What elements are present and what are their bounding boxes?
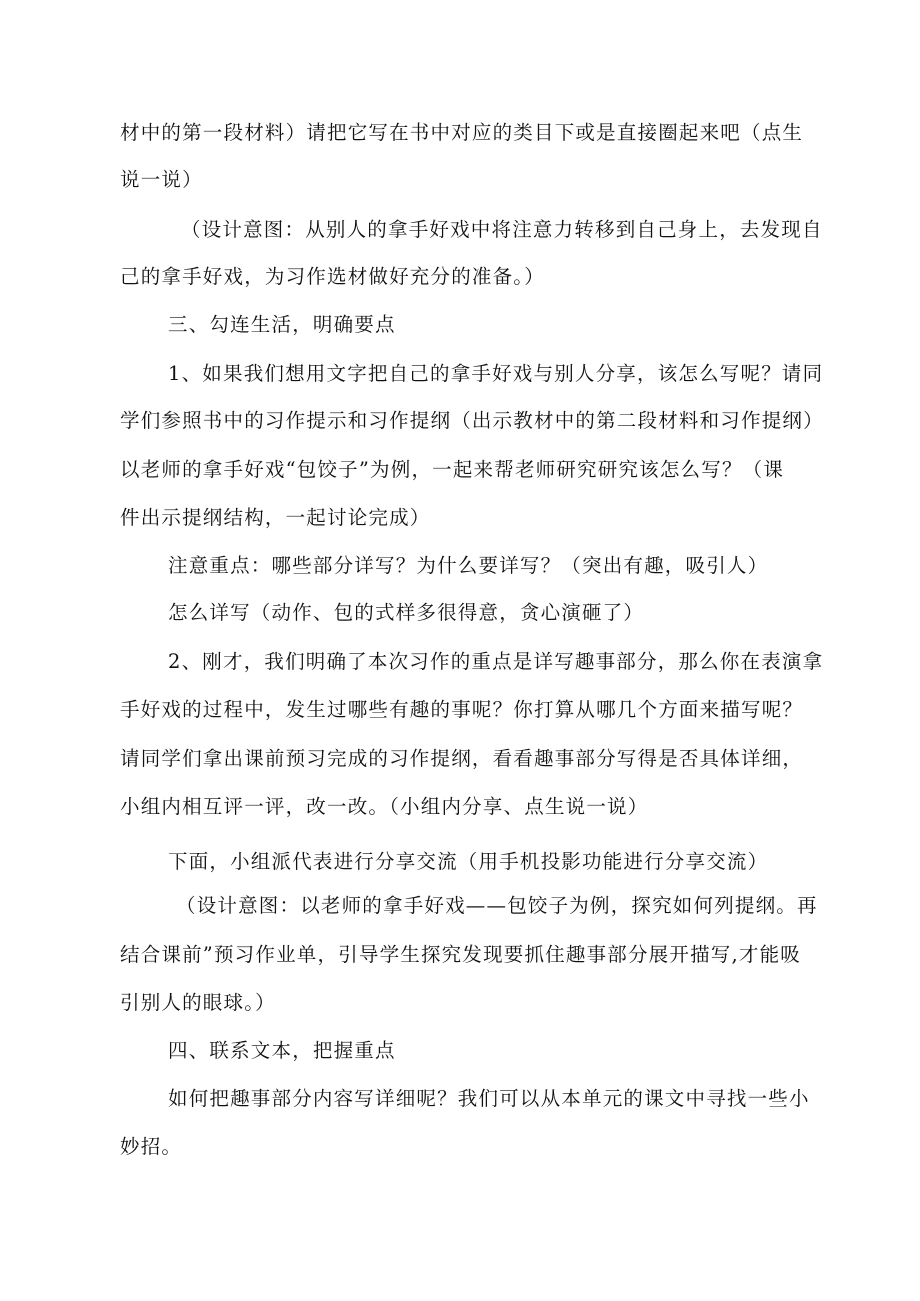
paragraph-2-line-2: 手好戏的过程中，发生过哪些有趣的事呢？你打算从哪几个方面来描写呢？: [120, 698, 804, 721]
paragraph-1-line-3: 以老师的拿手好戏“包饺子”为例，一起来帮老师研究研究该怎么写？（课: [120, 458, 785, 481]
paragraph-1-line-1: 1、如果我们想用文字把自己的拿手好戏与别人分享，该怎么写呢？请同: [168, 362, 824, 385]
text-line-1: 材中的第一段材料）请把它写在书中对应的类目下或是直接圈起来吧（点生: [120, 121, 804, 144]
detail-method-line: 怎么详写（动作、包的式样多很得意，贪心演砸了）: [168, 601, 645, 624]
section-heading-4: 四、联系文本，把握重点: [168, 1039, 396, 1062]
paragraph-3-line-1: 如何把趣事部分内容写详细呢？我们可以从本单元的课文中寻找一些小: [168, 1087, 810, 1110]
design-intent-2-line-2: 结合课前”预习作业单，引导学生探究发现要抓住趣事部分展开描写,才能吸: [120, 943, 801, 966]
paragraph-2-line-3: 请同学们拿出课前预习完成的习作提纲，看看趣事部分写得是否具体详细，: [120, 747, 804, 770]
key-points-line: 注意重点：哪些部分详写？为什么要详写？（突出有趣，吸引人）: [168, 554, 769, 577]
paragraph-1-line-2: 学们参照书中的习作提示和习作提纲（出示教材中的第二段材料和习作提纲）: [120, 409, 824, 432]
design-intent-2-line-3: 引别人的眼球。）: [120, 991, 276, 1014]
text-line-2: 说一说）: [120, 168, 203, 191]
paragraph-3-line-2: 妙招。: [120, 1135, 183, 1158]
design-intent-1-line-2: 己的拿手好戏，为习作选材做好充分的准备。）: [120, 265, 545, 288]
design-intent-1-line-1: （设计意图：从别人的拿手好戏中将注意力转移到自己身上，去发现自: [181, 218, 823, 241]
design-intent-2-line-1: （设计意图：以老师的拿手好戏——包饺子为例，探究如何列提纲。再: [176, 894, 818, 917]
paragraph-1-line-4: 件出示提纲结构，一起讨论完成）: [120, 506, 431, 529]
group-share-line: 下面，小组派代表进行分享交流（用手机投影功能进行分享交流）: [168, 850, 769, 873]
paragraph-2-line-4: 小组内相互评一评，改一改。（小组内分享、点生说一说）: [120, 795, 649, 818]
paragraph-2-line-1: 2、刚才，我们明确了本次习作的重点是详写趣事部分，那么你在表演拿: [168, 650, 824, 673]
section-heading-3: 三、勾连生活，明确要点: [168, 313, 396, 336]
